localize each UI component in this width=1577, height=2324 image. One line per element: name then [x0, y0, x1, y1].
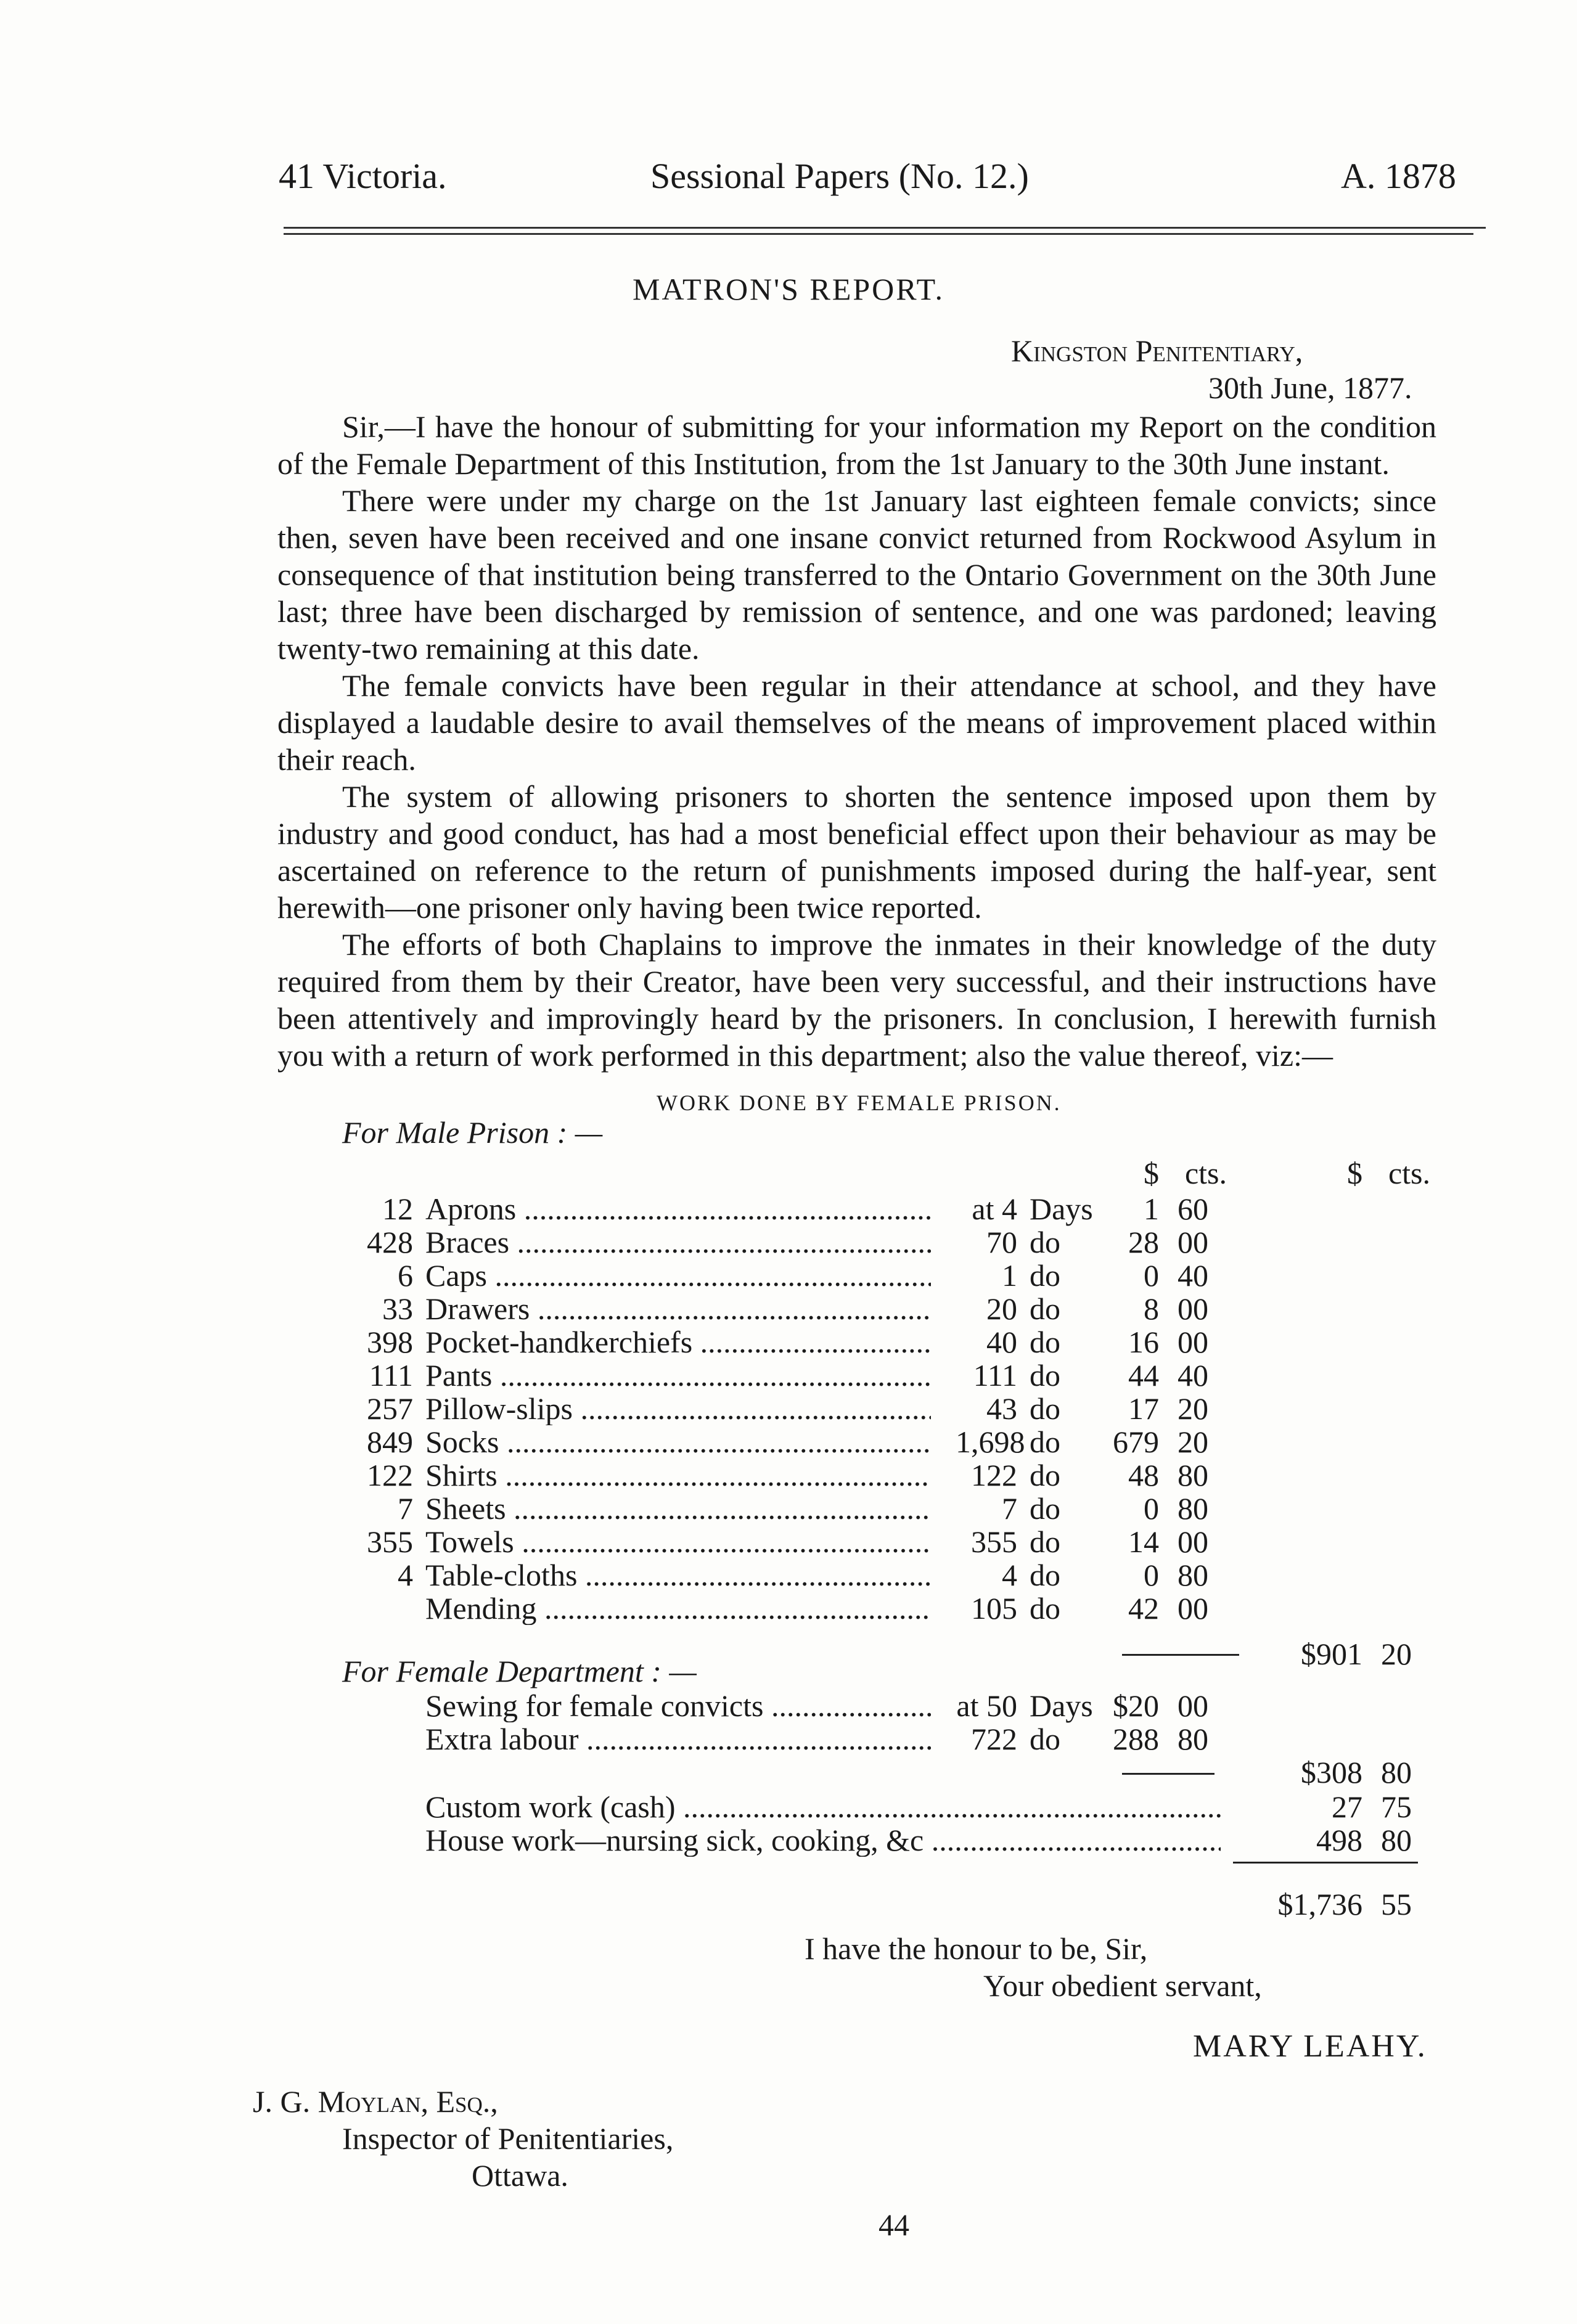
item-unit: Days [1030, 1688, 1093, 1723]
grand-total-row [284, 1888, 1455, 1921]
male-total-cents: 20 [1381, 1637, 1412, 1671]
male-prison-heading: For Male Prison : — [342, 1115, 603, 1150]
female-total-dollars: $308 [1301, 1755, 1362, 1790]
table-row [284, 1592, 1455, 1625]
table-row [284, 1425, 1455, 1459]
table-row [284, 1392, 1455, 1425]
item-rate: at 50 [956, 1688, 1017, 1723]
item-name: Sheets ..... [425, 1492, 931, 1525]
item-unit: do [1030, 1491, 1060, 1526]
report-title: MATRON'S REPORT. [633, 272, 944, 306]
addressee-title: Inspector of Penitentiaries, [342, 2121, 674, 2156]
item-rate: 722 [971, 1722, 1017, 1756]
item-cents: 00 [1178, 1524, 1208, 1559]
item-cents: 00 [1178, 1591, 1208, 1626]
item-dollars: 48 [1128, 1458, 1159, 1492]
grand-total-rule [1233, 1862, 1418, 1864]
item-name: Extra labour ..... [425, 1722, 931, 1756]
item-cents: 40 [1178, 1258, 1208, 1293]
work-table-title: WORK DONE BY FEMALE PRISON. [657, 1090, 1062, 1115]
item-name: Table-cloths ..... [425, 1558, 931, 1592]
grand-total-cents: 55 [1381, 1887, 1412, 1921]
col-header-dollar-1: $ [1144, 1156, 1159, 1190]
item-dollars: 16 [1128, 1325, 1159, 1359]
item-dollars: 42 [1128, 1591, 1159, 1626]
item-cents: 00 [1178, 1688, 1208, 1723]
item-dollars: 17 [1128, 1391, 1159, 1426]
item-unit: do [1030, 1225, 1060, 1259]
table-row [284, 1225, 1455, 1259]
item-dollars: 14 [1128, 1524, 1159, 1559]
item-rate: 43 [986, 1391, 1017, 1426]
female-total-row [284, 1756, 1455, 1789]
item-quantity: 33 [382, 1291, 413, 1326]
item-quantity: 111 [369, 1358, 413, 1393]
item-unit: do [1030, 1325, 1060, 1359]
col-header-row [284, 1156, 1455, 1190]
item-name: Mending ..... [425, 1592, 931, 1625]
report-body [277, 408, 1436, 1074]
item-unit: Days [1030, 1192, 1093, 1226]
paragraph-1: Sir,—I have the honour of submitting for your information my Report on the condition of the Female Department of this Institution, from the 1st January to the 30th June instant. [277, 409, 1436, 481]
item-cents: 00 [1178, 1325, 1208, 1359]
item-unit: do [1030, 1258, 1060, 1293]
item-rate: 40 [986, 1325, 1017, 1359]
item-unit: do [1030, 1591, 1060, 1626]
item-name: Sewing for female convicts ..... [425, 1689, 931, 1722]
closing-line-1: I have the honour to be, Sir, [805, 1931, 1148, 1966]
item-rate: 4 [1002, 1558, 1017, 1592]
signature: MARY LEAHY. [1193, 2029, 1427, 2064]
item-quantity: 122 [367, 1458, 413, 1492]
table-row [284, 1259, 1455, 1292]
item-cents: 80 [1178, 1491, 1208, 1526]
closing-line-2: Your obedient servant, [983, 1968, 1262, 2003]
table-row [284, 1359, 1455, 1392]
item-quantity: 12 [382, 1192, 413, 1226]
item-dollars: 0 [1144, 1258, 1159, 1293]
item-cents: 80 [1178, 1458, 1208, 1492]
item-quantity: 398 [367, 1325, 413, 1359]
header-sessional-papers: Sessional Papers (No. 12.) [650, 156, 1029, 196]
item-name: House work—nursing sick, cooking, &c ..... [425, 1823, 1221, 1857]
item-quantity: 355 [367, 1524, 413, 1559]
item-rate: 7 [1002, 1491, 1017, 1526]
table-row [284, 1823, 1455, 1857]
item-cents: 40 [1178, 1358, 1208, 1393]
item-unit: do [1030, 1458, 1060, 1492]
paragraph-5: The efforts of both Chaplains to improve the inmates in their knowledge of the duty required from them by their Creator, have been very successful, and their instructions have been attentively and improvingly heard by the prisoners. In conclusion, I herewith furnish you with a return of work performed in this department; also the value thereof, viz:— [277, 927, 1436, 1073]
header-year: A. 1878 [1341, 156, 1456, 196]
item-unit: do [1030, 1524, 1060, 1559]
item-rate: 70 [986, 1225, 1017, 1259]
paragraph-4: The system of allowing prisoners to shorten the sentence imposed upon them by industry and good conduct, has had a most beneficial effect upon their behaviour as may be ascertained on reference to the return of punishments imposed during the half-year, sent herewith—one prisoner only having been twice reported. [277, 779, 1436, 925]
report-date: 30th June, 1877. [1208, 370, 1412, 405]
item-cents: 80 [1381, 1823, 1412, 1857]
item-cents: 20 [1178, 1425, 1208, 1459]
paragraph-3: The female convicts have been regular in their attendance at school, and they have displayed a laudable desire to avail themselves of the means of improvement placed within their reach. [277, 668, 1436, 777]
item-unit: do [1030, 1722, 1060, 1756]
item-name: Pocket-handkerchiefs ..... [425, 1325, 931, 1359]
item-quantity: 849 [367, 1425, 413, 1459]
female-department-heading: For Female Department : — [342, 1654, 697, 1688]
item-dollars: 8 [1144, 1291, 1159, 1326]
item-rate: 122 [971, 1458, 1017, 1492]
col-header-dollar-2: $ [1347, 1156, 1362, 1190]
item-cents: 75 [1381, 1790, 1412, 1824]
table-row [284, 1459, 1455, 1492]
grand-total-area [284, 1888, 1455, 1925]
item-cents: 00 [1178, 1291, 1208, 1326]
col-header-cts-2: cts. [1388, 1156, 1430, 1190]
table-row [284, 1689, 1455, 1722]
item-dollars: 27 [1332, 1790, 1362, 1824]
item-rate: 1 [1002, 1258, 1017, 1293]
item-rate: 355 [971, 1524, 1017, 1559]
item-quantity: 257 [367, 1391, 413, 1426]
item-cents: 60 [1178, 1192, 1208, 1226]
item-rate: 1,698 [956, 1425, 1025, 1459]
item-dollars: $20 [1113, 1688, 1159, 1723]
female-total-cents: 80 [1381, 1755, 1412, 1790]
table-row [284, 1192, 1455, 1225]
item-quantity: 7 [398, 1491, 413, 1526]
item-dollars: 288 [1113, 1722, 1159, 1756]
table-row [284, 1558, 1455, 1592]
item-name: Drawers ..... [425, 1292, 931, 1325]
item-unit: do [1030, 1391, 1060, 1426]
header-rule-2 [284, 233, 1473, 235]
table-row [284, 1292, 1455, 1325]
male-total-dollars: $901 [1301, 1637, 1362, 1671]
item-unit: do [1030, 1425, 1060, 1459]
item-dollars: 28 [1128, 1225, 1159, 1259]
item-cents: 20 [1178, 1391, 1208, 1426]
item-name: Towels ..... [425, 1525, 931, 1558]
location: Kingston Penitentiary, [1011, 333, 1303, 368]
table-row [284, 1492, 1455, 1525]
item-name: Pillow-slips ..... [425, 1392, 931, 1425]
item-name: Socks ..... [425, 1425, 931, 1459]
item-rate: 20 [986, 1291, 1017, 1326]
item-unit: do [1030, 1291, 1060, 1326]
item-cents: 80 [1178, 1722, 1208, 1756]
item-name: Braces ..... [425, 1225, 931, 1259]
female-table [284, 1689, 1455, 1911]
item-quantity: 4 [398, 1558, 413, 1592]
item-quantity: 6 [398, 1258, 413, 1293]
item-name: Caps ..... [425, 1259, 931, 1292]
item-name: Custom work (cash) ..... [425, 1790, 1221, 1823]
item-rate: at 4 [972, 1192, 1017, 1226]
table-row [284, 1325, 1455, 1359]
header-rule [284, 227, 1486, 229]
item-unit: do [1030, 1358, 1060, 1393]
header-volume: 41 Victoria. [279, 156, 447, 196]
item-unit: do [1030, 1558, 1060, 1592]
item-dollars: 0 [1144, 1491, 1159, 1526]
addressee-city: Ottawa. [472, 2158, 568, 2193]
item-dollars: 44 [1128, 1358, 1159, 1393]
item-quantity: 428 [367, 1225, 413, 1259]
item-name: Pants ..... [425, 1359, 931, 1392]
table-row [284, 1525, 1455, 1558]
item-rate: 111 [973, 1358, 1017, 1393]
col-header-cts-1: cts. [1184, 1156, 1227, 1190]
item-name: Aprons ..... [425, 1192, 931, 1225]
paragraph-2: There were under my charge on the 1st January last eighteen female convicts; since then, seven have been received and one insane convict returned from Rockwood Asylum in consequence of that institution being transferred to the Ontario Government on the 30th June last; three have been discharged by remission of sentence, and one was pardoned; leaving twenty-two remaining at this date. [277, 483, 1436, 666]
item-cents: 80 [1178, 1558, 1208, 1592]
addressee-name: J. G. Moylan, Esq., [253, 2084, 498, 2119]
grand-total-dollars: $1,736 [1277, 1887, 1362, 1921]
item-name: Shirts ..... [425, 1459, 931, 1492]
item-cents: 00 [1178, 1225, 1208, 1259]
item-rate: 105 [971, 1591, 1017, 1626]
item-dollars: 679 [1113, 1425, 1159, 1459]
item-dollars: 498 [1316, 1823, 1362, 1857]
item-dollars: 0 [1144, 1558, 1159, 1592]
table-row [284, 1790, 1455, 1823]
page-number: 44 [879, 2207, 909, 2242]
table-row [284, 1722, 1455, 1756]
item-dollars: 1 [1144, 1192, 1159, 1226]
